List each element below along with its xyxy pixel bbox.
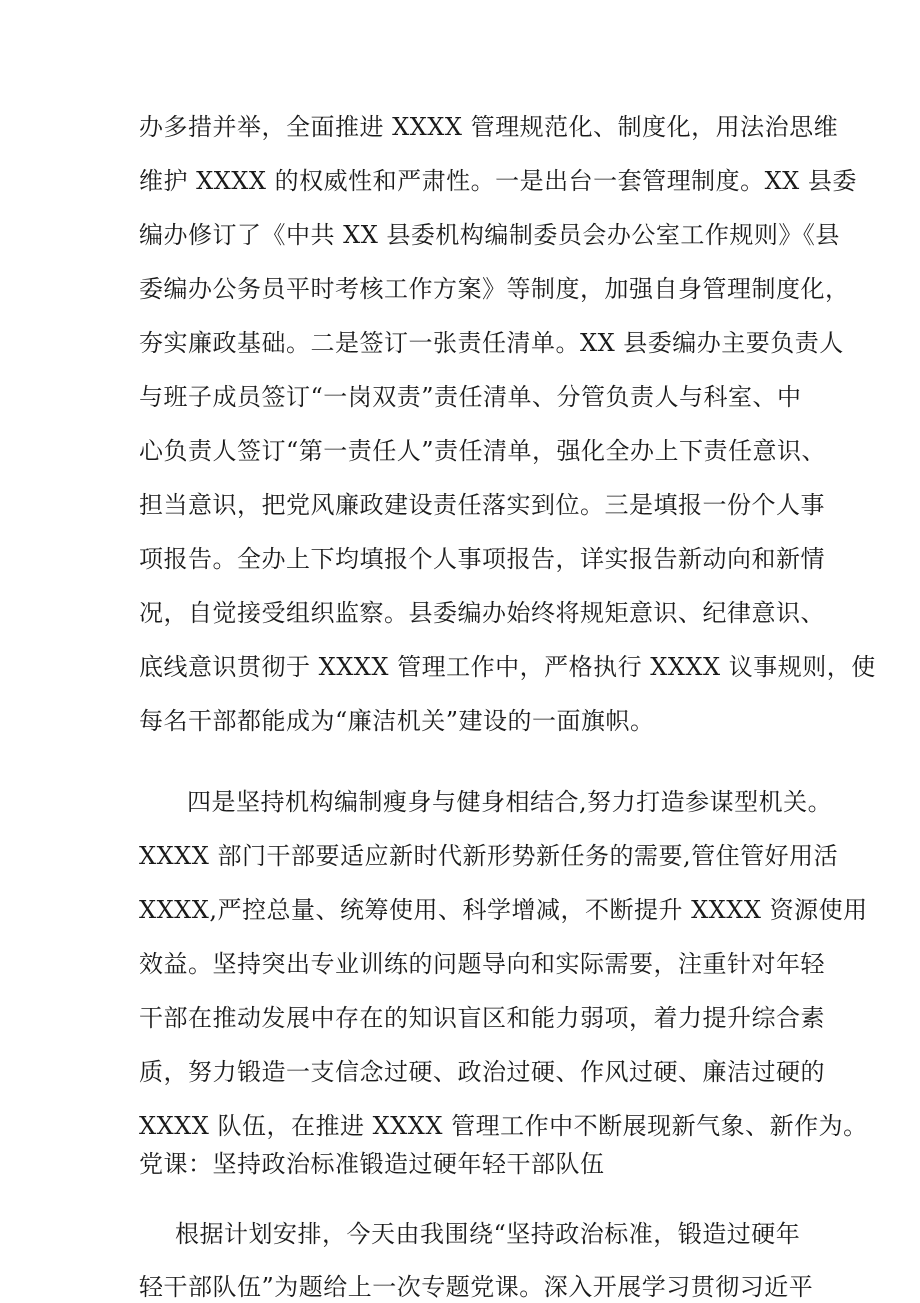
text-line: 办多措并举，全面推进 XXXX 管理规范化、制度化，用法治思维 xyxy=(139,113,839,141)
text-line: 根据计划安排，今天由我围绕“坚持政治标准，锻造过硬年 xyxy=(175,1220,801,1248)
text-line: 担当意识，把党风廉政建设责任落实到位。三是填报一份个人事 xyxy=(139,491,825,519)
text-line: 夯实廉政基础。二是签订一张责任清单。XX 县委编办主要负责人 xyxy=(139,329,844,357)
text-line: XXXX 部门干部要适应新时代新形势新任务的需要,管住管好用活 xyxy=(139,842,839,870)
text-line: 项报告。全办上下均填报个人事项报告，详实报告新动向和新情 xyxy=(139,545,825,573)
text-line: 轻干部队伍”为题给上一次专题党课。深入开展学习贯彻习近平 xyxy=(139,1273,814,1301)
text-line: 底线意识贯彻于 XXXX 管理工作中，严格执行 XXXX 议事规则，使 xyxy=(139,653,876,681)
text-line: 维护 XXXX 的权威性和严肃性。一是出台一套管理制度。XX 县委 xyxy=(139,167,857,195)
text-line: 四是坚持机构编制瘦身与健身相结合,努力打造参谋型机关。 xyxy=(187,788,833,816)
section-heading: 党课：坚持政治标准锻造过硬年轻干部队伍 xyxy=(139,1150,605,1178)
text-line: XXXX 队伍，在推进 XXXX 管理工作中不断展现新气象、新作为。 xyxy=(139,1112,868,1140)
text-line: 况，自觉接受组织监察。县委编办始终将规矩意识、纪律意识、 xyxy=(139,599,825,627)
text-line: 委编办公务员平时考核工作方案》等制度，加强自身管理制度化， xyxy=(139,275,850,303)
text-line: 效益。坚持突出专业训练的问题导向和实际需要，注重针对年轻 xyxy=(139,950,825,978)
text-line: 每名干部都能成为“廉洁机关”建设的一面旗帜。 xyxy=(139,707,655,735)
text-line: 心负责人签订“第一责任人”责任清单，强化全办上下责任意识、 xyxy=(139,437,827,465)
text-line: XXXX,严控总量、统筹使用、科学增减，不断提升 XXXX 资源使用 xyxy=(139,896,868,924)
text-line: 与班子成员签订“一岗双责”责任清单、分管负责人与科室、中 xyxy=(139,383,802,411)
text-line: 编办修订了《中共 XX 县委机构编制委员会办公室工作规则》《县 xyxy=(139,221,840,249)
text-line: 干部在推动发展中存在的知识盲区和能力弱项，着力提升综合素 xyxy=(139,1004,825,1032)
text-line: 质，努力锻造一支信念过硬、政治过硬、作风过硬、廉洁过硬的 xyxy=(139,1058,825,1086)
